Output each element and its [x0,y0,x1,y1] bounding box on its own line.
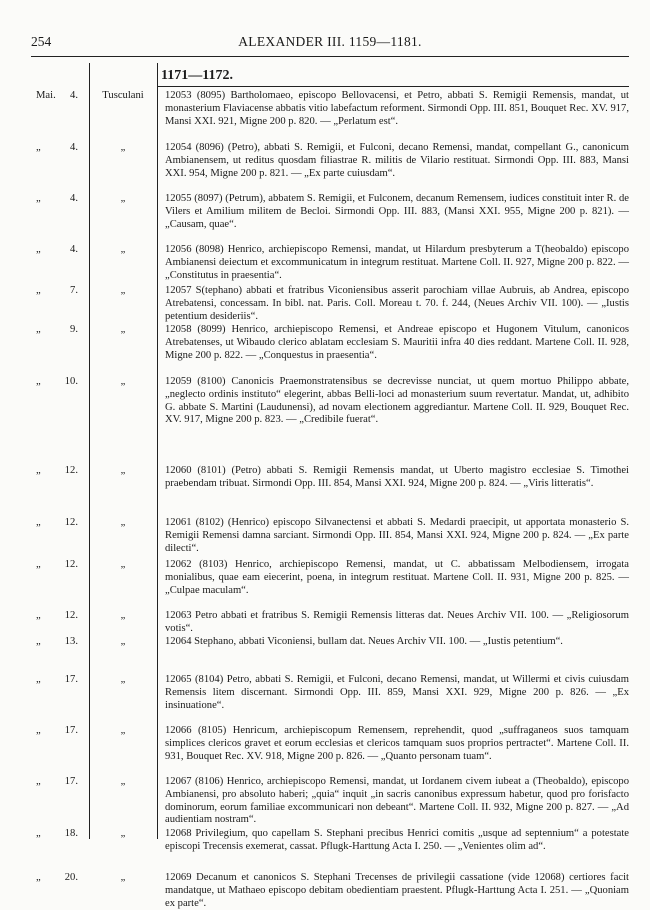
entry-text: 12054 (8096) (Petro), abbati S. Remigii, et Fulconi, decano Remensi, mandat, compellant G., canonicum Ambianensem, ut reditus quosdam filiastrae R. militis de Vilario restituat. Sirmondi Opp. III. 883, Mansi XXI. 954, Migne 200 p. 821. — „Ex parte cuiusdam“. [165,142,629,179]
entry-day: 4. [70,142,78,153]
entry-day: 4. [70,244,78,255]
entry-month: „ [36,872,41,883]
entry-day: 17. [64,725,78,736]
entry-month: „ [36,517,41,528]
entry-place: „ [120,517,126,528]
entry-text: 12057 S(tephano) abbati et fratribus Viconiensibus asserit parochiam villae Aubruis, ab Andrea, episcopo Atrebatensi, concessam. In bibl. nat. Paris. Coll. Moreau t. 70. f. 244, (Neues Archiv VII. 100). — „Iustis petentium desideriis“. [165,285,629,322]
entry-month: „ [36,610,41,621]
header-rule [31,56,629,57]
entry-text: 12069 Decanum et canonicos S. Stephani Trecenses de privilegii cassatione (vide 12068) certiores facit mandatque, ut Mathaeo episcopo debitam obedientiam praestent. Pflugk-Harttung Acta I. 251. — „Quoniam ex parte“. [165,872,629,909]
entry-text: 12063 Petro abbati et fratribus S. Remigii Remensis litteras dat. Neues Archiv VII. 100. — „Religiosorum votis“. [165,610,629,634]
entry-day: 10. [64,376,78,387]
entry-place: „ [120,725,126,736]
entry-day: 13. [64,636,78,647]
entry-day: 4. [70,193,78,204]
entry-place: „ [120,142,126,153]
entry-place: Tusculani [102,90,144,101]
entry-text: 12059 (8100) Canonicis Praemonstratensibus se decrevisse nunciat, ut quem mortuo Philippo abbate, „neglecto ordinis instituto“ elegerint, abbas Belli-loci ad monasterium suum revertatur. Mandat, ut, adhibito G. abbate S. Martini (Laudunensi), ad novam electionem aggrediantur. Martene Coll. II. 929, Bouquet Rec. XV. 917, Migne 200 p. 823. — „Credibile fuerat“. [165,376,629,426]
entry-place: „ [120,324,126,335]
entry-text: 12062 (8103) Henrico, archiepiscopo Remensi, mandat, ut C. abbatissam Melbodiensem, irrogata monialibus, quae eam eiecerint, poena, in integrum restituat. Martene Coll. II. 931, Migne 200 p. 825. — „Culpae maculam“. [165,559,629,596]
entry-place: „ [120,465,126,476]
entry-month: „ [36,465,41,476]
entry-place: „ [120,559,126,570]
entry-day: 4. [70,90,78,101]
entry-day: 18. [64,828,78,839]
entry-text: 12055 (8097) (Petrum), abbatem S. Remigii, et Fulconem, decanum Remensem, iudices constituit inter R. de Vilers et Amilium militem de Becloi. Sirmondi Opp. III. 883, (Mansi XXI. 955, Migne 200 p. 821). — „Causam, quae“. [165,193,629,230]
entry-day: 7. [70,285,78,296]
entry-month: „ [36,636,41,647]
entry-month: „ [36,324,41,335]
entry-text: 12066 (8105) Henricum, archiepiscopum Remensem, reprehendit, quod „suffraganeos suos tamquam simplices clericos gravet et eorum ecclesias et clericos tamquam suos proprios pertractet“. Martene Coll. II. 931, Bouquet Rec. XV. 918, Migne 200 p. 826. — „Quanto personam tuam“. [165,725,629,762]
section-heading: 1171—1172. [161,68,233,83]
entry-day: 9. [70,324,78,335]
entry-text: 12065 (8104) Petro, abbati S. Remigii, et Fulconi, decano Remensi, mandat, ut Willermi et civis cuiusdam Remensis litem discernant. Sirmondi Opp. III. 859, Mansi XXI. 929, Migne 200 p. 826. — „Ex insinuatione“. [165,674,629,711]
entry-month: „ [36,285,41,296]
entry-month: „ [36,674,41,685]
page-number: 254 [31,34,52,49]
entry-text: 12058 (8099) Henrico, archiepiscopo Remensi, et Andreae episcopo et Hugonem Vitulum, canonicos Atrebatenses, ut Wibaudo clerico ablatam ecclesiam S. Mauritii infra 40 dies reddant. Martene Coll. II. 928, Migne 200 p. 822. — „Conquestus in praesentia“. [165,324,629,361]
entry-place: „ [120,828,126,839]
entry-month: Mai. [36,90,56,101]
entry-place: „ [120,285,126,296]
entry-month: „ [36,776,41,787]
entry-day: 17. [64,674,78,685]
entry-month: „ [36,725,41,736]
entry-place: „ [120,193,126,204]
entry-day: 17. [64,776,78,787]
entry-day: 12. [64,559,78,570]
entry-place: „ [120,776,126,787]
entry-month: „ [36,244,41,255]
entry-month: „ [36,828,41,839]
entry-day: 12. [64,465,78,476]
column-divider-place [157,63,158,839]
entry-text: 12061 (8102) (Henrico) episcopo Silvanectensi et abbati S. Medardi praecipit, ut apportata monasterio S. Remigii Remensi damna sarciant. Sirmondi Opp. III. 854, Mansi XXI. 924, Migne 200 p. 824. — „Ex parte dilecti“. [165,517,629,554]
column-divider-date [89,63,90,839]
entry-text: 12068 Privilegium, quo capellam S. Stephani precibus Henrici comitis „usque ad septennium“ a potestate episcopi Trecensis exemerat, cassat. Pflugk-Harttung Acta I. 250. — „Venientes olim ad“. [165,828,629,852]
entry-place: „ [120,376,126,387]
entry-month: „ [36,142,41,153]
entry-day: 12. [64,517,78,528]
entry-day: 20. [64,872,78,883]
entry-day: 12. [64,610,78,621]
entry-place: „ [120,872,126,883]
entry-text: 12067 (8106) Henrico, archiepiscopo Remensi, mandat, ut Iordanem civem iubeat a (Theobaldo), episcopo Ambianensi, pro absoluto haberi; „quia“ inquit „in sacris canonibus expressum habetur, quod pro forisfacto dominorum, eorum familiae excommunicari non debeant“. Martene Coll. II. 932, Migne 200 p. 827. — „Ad audientiam nostram“. [165,776,629,826]
entry-text: 12064 Stephano, abbati Viconiensi, bullam dat. Neues Archiv VII. 100. — „Iustis petentium“. [165,636,563,647]
entry-text: 12053 (8095) Bartholomaeo, episcopo Bellovacensi, et Petro, abbati S. Remigii Remensis, mandat, ut monasterium Flaviacense abbatis vitio labefactum reforment. Sirmondi Opp. III. 851, Bouquet Rec. XV. 917, Mansi XXI. 921, Migne 200 p. 820. — „Perlatum est“. [165,90,629,127]
entry-month: „ [36,559,41,570]
entry-month: „ [36,193,41,204]
entry-text: 12060 (8101) (Petro) abbati S. Remigii Remensis mandat, ut Uberto magistro ecclesiae S. Timothei praebendam tribuat. Sirmondi Opp. III. 854, Mansi XXI. 924, Migne 200 p. 824. — „Viris litteratis“. [165,465,629,489]
section-rule [158,86,629,87]
entry-place: „ [120,610,126,621]
entry-place: „ [120,636,126,647]
entry-place: „ [120,674,126,685]
entry-place: „ [120,244,126,255]
entry-text: 12056 (8098) Henrico, archiepiscopo Remensi, mandat, ut Hilardum presbyterum a T(heobaldo) episcopo Ambianensi deiectum et excommunicatum in integrum restituat. Martene Coll. II. 927, Migne 200 p. 822. — „Constitutus in praesentia“. [165,244,629,281]
page-header [31,34,629,54]
entry-month: „ [36,376,41,387]
running-title: ALEXANDER III. 1159—1181. [238,34,422,49]
